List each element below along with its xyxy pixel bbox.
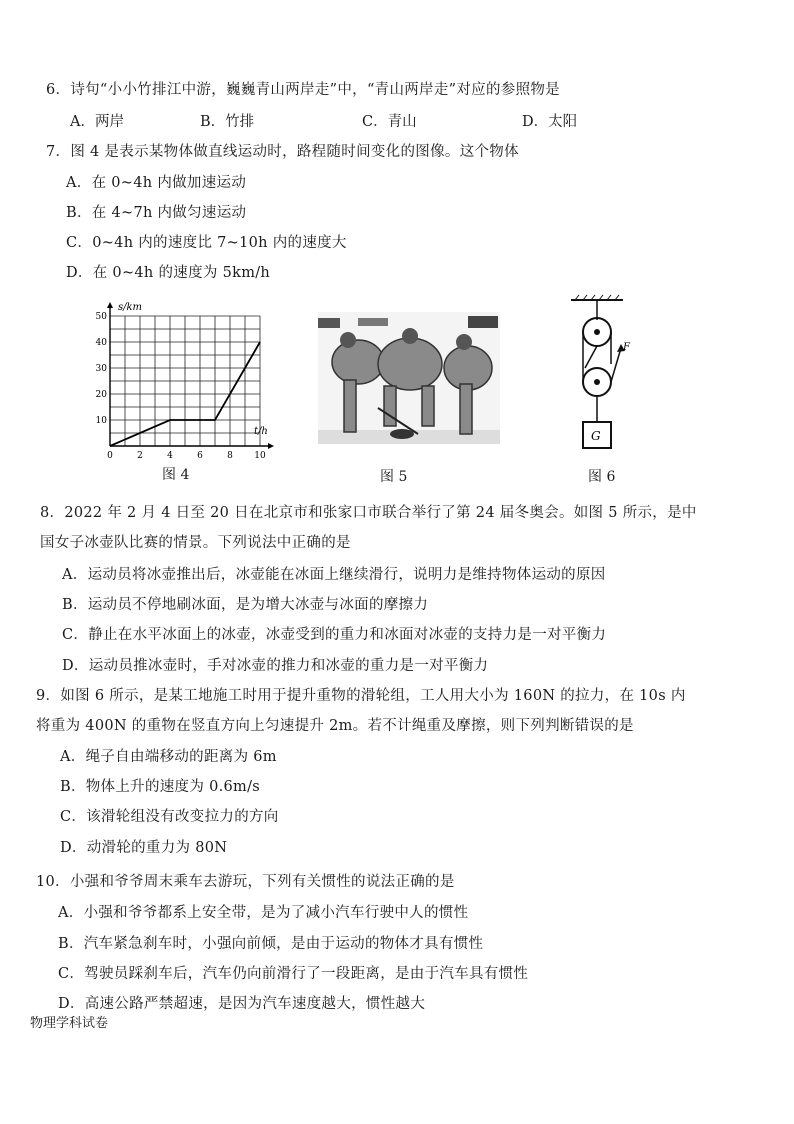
q9-option-d: D．动滑轮的重力为 80N	[60, 840, 228, 856]
q8-stem-line-1: 8．2022 年 2 月 4 日至 20 日在北京市和张家口市联合举行了第 24 届冬奥会。如图 5 所示，是中	[40, 505, 697, 521]
q6-option-b: B．竹排	[200, 114, 255, 130]
q7-stem: 7．图 4 是表示某物体做直线运动时，路程随时间变化的图像。这个物体	[46, 144, 519, 160]
y-tick-label: 30	[95, 364, 107, 374]
q8-option-a: A．运动员将冰壶推出后，冰壶能在冰面上继续滑行，说明力是维持物体运动的原因	[62, 567, 606, 583]
figure-4-graph	[88, 296, 278, 462]
x-axis-arrow	[268, 443, 274, 449]
q10-stem: 10．小强和爷爷周末乘车去游玩，下列有关惯性的说法正确的是	[36, 874, 455, 890]
figure-4-caption: 图 4	[162, 467, 190, 483]
q8-option-d: D．运动员推冰壶时，手对冰壶的推力和冰壶的重力是一对平衡力	[62, 658, 489, 674]
figure-5-curling-photo	[318, 312, 500, 444]
q7-option-a: A．在 0~4h 内做加速运动	[66, 175, 247, 191]
graph-axes	[107, 302, 274, 449]
x-tick-label: 10	[254, 451, 266, 461]
q6-option-d: D．太阳	[522, 114, 578, 130]
q6-option-c: C．青山	[362, 114, 417, 130]
q9-option-b: B．物体上升的速度为 0.6m/s	[60, 779, 260, 795]
graph-tick-labels	[96, 312, 266, 461]
q10-option-a: A．小强和爷爷都系上安全带，是为了减小汽车行驶中人的惯性	[58, 905, 469, 921]
x-tick-label: 4	[167, 451, 173, 461]
y-axis-label: s/km	[118, 302, 143, 313]
q9-stem-line-1: 9．如图 6 所示，是某工地施工时用于提升重物的滑轮组，工人用大小为 160N 的拉力，在 10s 内	[36, 688, 686, 704]
q7-option-c: C．0~4h 内的速度比 7~10h 内的速度大	[66, 235, 347, 251]
figure-6-pulley-system	[565, 294, 637, 460]
q9-option-c: C．该滑轮组没有改变拉力的方向	[60, 809, 279, 825]
q7-option-b: B．在 4~7h 内做匀速运动	[66, 205, 247, 221]
q6-stem: 6．诗句“小小竹排江中游，巍巍青山两岸走”中，“青山两岸走”对应的参照物是	[46, 82, 560, 98]
q7-option-d: D．在 0~4h 的速度为 5km/h	[66, 265, 271, 281]
x-tick-label: 0	[107, 451, 113, 461]
x-axis-label: t/h	[254, 426, 268, 437]
y-tick-label: 10	[95, 416, 107, 426]
q6-option-a: A．两岸	[70, 114, 124, 130]
q9-option-a: A．绳子自由端移动的距离为 6m	[60, 749, 277, 765]
figure-6-caption: 图 6	[588, 469, 616, 485]
x-tick-label: 8	[227, 451, 233, 461]
q10-option-c: C．驾驶员踩刹车后，汽车仍向前滑行了一段距离，是由于汽车具有惯性	[58, 966, 529, 982]
q8-option-c: C．静止在水平冰面上的冰壶，冰壶受到的重力和冰面对冰壶的支持力是一对平衡力	[62, 627, 607, 643]
force-label: F	[623, 342, 630, 353]
x-tick-label: 6	[197, 451, 203, 461]
figure-5-caption: 图 5	[380, 469, 408, 485]
y-tick-label: 40	[95, 338, 107, 348]
q8-stem-line-2: 国女子冰壶队比赛的情景。下列说法中正确的是	[40, 535, 351, 551]
q10-option-d: D．高速公路严禁超速，是因为汽车速度越大，惯性越大	[58, 996, 426, 1012]
load-label: G	[591, 429, 601, 443]
x-tick-label: 2	[137, 451, 143, 461]
footer-subject-label: 物理学科试卷	[30, 1016, 109, 1031]
y-axis-arrow	[107, 302, 113, 308]
q9-stem-line-2: 将重为 400N 的重物在竖直方向上匀速提升 2m。若不计绳重及摩擦，则下列判断错误的是	[36, 718, 634, 734]
q8-option-b: B．运动员不停地刷冰面，是为增大冰壶与冰面的摩擦力	[62, 597, 429, 613]
y-tick-label: 50	[95, 312, 107, 322]
q10-option-b: B．汽车紧急刹车时，小强向前倾，是由于运动的物体才具有惯性	[58, 936, 484, 952]
y-tick-label: 20	[95, 390, 107, 400]
